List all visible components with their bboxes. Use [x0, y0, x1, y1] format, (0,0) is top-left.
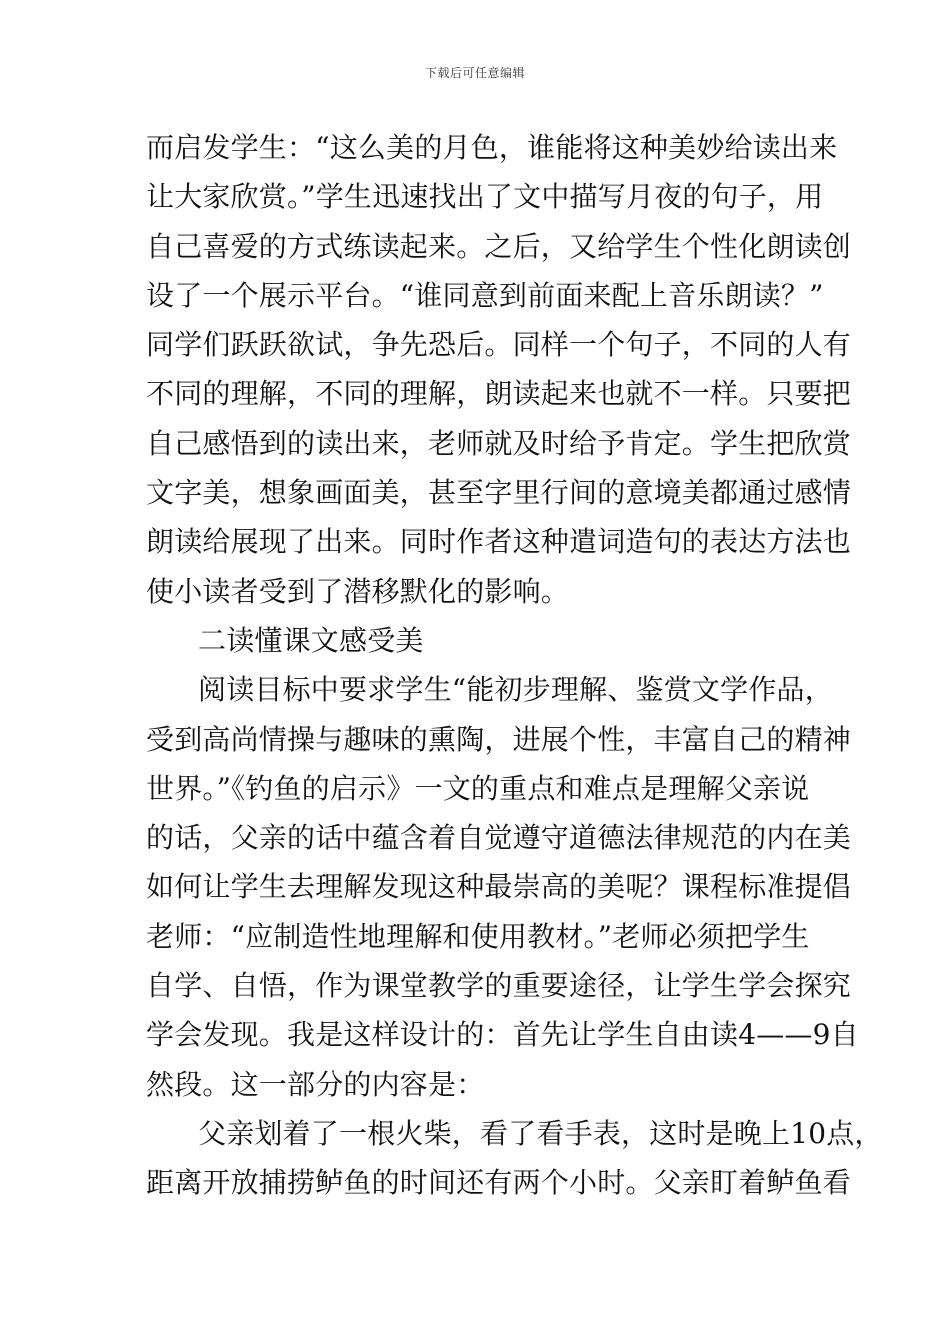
text-line: 如何让学生去理解发现这种最崇高的美呢？课程标准提倡: [146, 870, 852, 904]
text-line: 不同的理解，不同的理解，朗读起来也就不一样。只要把: [146, 377, 852, 411]
page-header-note: 下载后可任意编辑: [424, 66, 525, 80]
text-line: 距离开放捕捞鲈鱼的时间还有两个小时。父亲盯着鲈鱼看: [146, 1166, 852, 1200]
paragraph-first-line: 阅读目标中要求学生“能初步理解、鉴赏文学作品，: [198, 673, 833, 707]
text-line: 自学、自悟，作为课堂教学的重要途径，让学生学会探究: [146, 969, 852, 1003]
text-line: 然段。这一部分的内容是：: [146, 1067, 485, 1101]
document-body: [146, 123, 883, 1208]
text-line: 朗读给展现了出来。同时作者这种遣词造句的表达方法也: [146, 525, 852, 559]
text-line: 同学们跃跃欲试，争先恐后。同样一个句子，不同的人有: [146, 328, 852, 362]
text-line: 设了一个展示平台。“谁同意到前面来配上音乐朗读？”: [146, 278, 824, 312]
text-line: 文字美，想象画面美，甚至字里行间的意境美都通过感情: [146, 476, 852, 510]
text-line: 自己喜爱的方式练读起来。之后，又给学生个性化朗读创: [146, 229, 852, 263]
text-line: 让大家欣赏。”学生迅速找出了文中描写月夜的句子，用: [146, 180, 824, 214]
text-line: 老师：“应制造性地理解和使用教材。”老师必须把学生: [146, 919, 810, 953]
section-heading: 二读懂课文感受美: [198, 623, 424, 657]
text-line: 的话，父亲的话中蕴含着自觉遵守道德法律规范的内在美: [146, 821, 852, 855]
text-line: 学会发现。我是这样设计的：首先让学生自由读4——9自: [146, 1018, 859, 1052]
paragraph-first-line: 父亲划着了一根火柴，看了看手表，这时是晚上10点，: [198, 1116, 883, 1150]
text-line: 受到高尚情操与趣味的熏陶，进展个性，丰富自己的精神: [146, 722, 852, 756]
text-line: 自己感悟到的读出来，老师就及时给予肯定。学生把欣赏: [146, 426, 852, 460]
text-line: 世界。”《钓鱼的启示》一文的重点和难点是理解父亲说: [146, 771, 810, 805]
text-line: 使小读者受到了潜移默化的影响。: [146, 574, 570, 608]
text-line: 而启发学生：“这么美的月色，谁能将这种美妙给读出来: [146, 131, 838, 164]
